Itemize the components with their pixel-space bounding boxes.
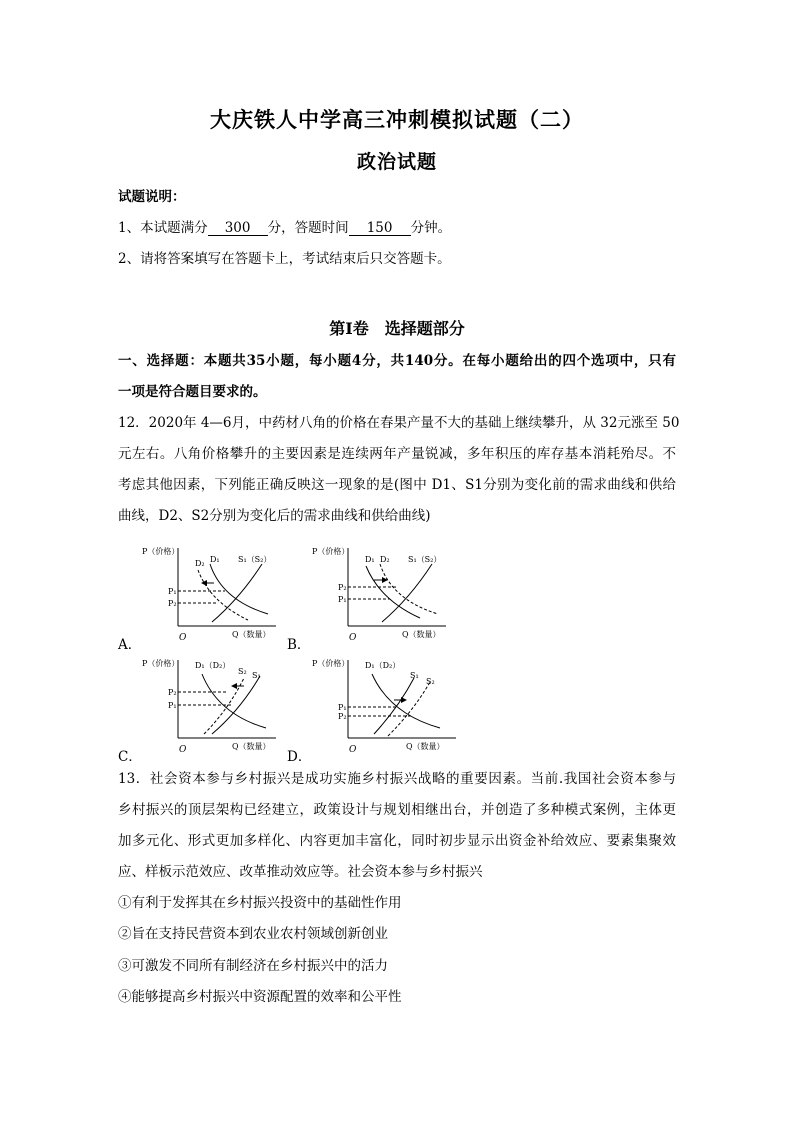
q13-line-4: 应、样板示范效应、改革推动效应等。社会资本参与乡村振兴 [118,864,483,880]
curve-label-s1: S₁ [410,671,419,680]
q13-line-2: 乡村振兴的顶层架构已经建立，政策设计与规划相继出台，并创造了多种模式案例，主体更 [118,802,676,818]
supply-curve-s1 [212,564,262,622]
q12-line-4: 曲线，D2、S2分别为变化后的需求曲线和供给曲线) [118,508,431,524]
p2-label: P₂ [168,688,177,697]
curve-label-s1s2: S₁（S₂） [238,555,272,564]
origin-label: O [349,633,357,643]
y-axis-label: P（价格） [142,659,180,668]
p2-label: P₂ [338,583,347,592]
q13-option-2: ②旨在支持民营资本到农业农村领域创新创业 [118,926,388,942]
option-a-label: A． [118,637,142,653]
instruction-1-suffix: 分钟。 [410,220,452,236]
p1-label: P₁ [168,587,177,596]
x-axis-label: Q（数量） [406,742,445,751]
q13-option-1: ①有利于发挥其在乡村振兴投资中的基础性作用 [118,895,402,911]
exam-title: 大庆铁人中学高三冲刺模拟试题（二） [210,107,584,132]
x-axis-label: Q（数量） [402,630,441,639]
q12-line-1: 12．2020年 4—6月，中药材八角的价格在春果产量不大的基础上继续攀升，从 32元涨至 50 [118,415,680,431]
subject-title: 政治试题 [356,151,437,173]
curve-label-d1d2: D₁（D₂） [365,661,401,670]
curve-label-s1: S₁ [252,671,261,680]
section-heading-line-2: 一项是符合题目要求的。 [118,384,267,400]
instruction-item-1 [118,219,451,237]
q12-line-3: 考虑其他因素，下列能正确反映这一现象的是(图中 D1、S1分别为变化前的需求曲线和供给 [118,477,676,493]
curve-label-s1s2: S₁（S₂） [408,555,442,564]
curve-label-d2: D₂ [195,559,205,568]
p1-label: P₁ [168,701,177,710]
option-d-label: D． [287,749,312,765]
section-title: 第Ⅰ卷 选择题部分 [329,319,465,338]
supply-curve-s1 [382,564,432,622]
instructions-heading: 试题说明： [118,189,186,205]
curve-label-d2: D₂ [380,555,390,564]
curve-label-d1d2: D₁（D₂） [195,661,231,670]
graph-b [310,540,450,645]
origin-label: O [179,745,187,755]
curve-label-d1: D₁ [210,555,220,564]
x-axis-label: Q（数量） [232,630,271,639]
exam-time-value: 150 [349,219,411,236]
p2-label: P₂ [168,599,177,608]
y-axis-label: P（价格） [312,659,350,668]
origin-label: O [179,633,187,643]
curve-label-d1: D₁ [365,555,375,564]
demand-curve-d1 [210,564,268,614]
p2-label: P₂ [338,712,347,721]
option-c-label: C． [118,749,142,765]
graph-c [140,652,280,757]
p1-label: P₁ [338,595,347,604]
q13-line-1: 13．社会资本参与乡村振兴是成功实施乡村振兴战略的重要因素。当前.我国社会资本参与 [118,771,676,787]
q13-option-3: ③可激发不同所有制经济在乡村振兴中的活力 [118,958,388,974]
y-axis-label: P（价格） [312,547,350,556]
supply-curve-s1 [374,678,414,734]
option-b-label: B． [287,637,311,653]
q12-line-2: 元左右。八角价格攀升的主要因素是连续两年产量锐减，多年积压的库存基本消耗殆尽。不 [118,446,676,462]
origin-label: O [349,745,357,755]
x-axis-label: Q（数量） [232,742,271,751]
graph-d [310,652,460,757]
instruction-item-2: 2、请将答案填写在答题卡上，考试结束后只交答题卡。 [118,251,451,267]
section-heading-line-1: 一、选择题：本题共35小题，每小题4分，共140分。在每小题给出的四个选项中，只有 [118,353,676,369]
p1-label: P₁ [338,703,347,712]
q13-line-3: 加多元化、形式更加多样化、内容更加丰富化，同时初步显示出资金补给效应、要素集聚效 [118,833,676,849]
instruction-1-prefix: 1、本试题满分 [118,220,208,236]
demand-curve-d2 [380,564,438,614]
instruction-1-mid: 分，答题时间 [267,220,349,236]
graph-a [140,540,280,645]
full-score-value: 300 [208,219,268,236]
q13-option-4: ④能够提高乡村振兴中资源配置的效率和公平性 [118,989,402,1005]
y-axis-label: P（价格） [142,547,180,556]
curve-label-s2: S₂ [238,667,247,676]
curve-label-s2: S₂ [426,677,435,686]
